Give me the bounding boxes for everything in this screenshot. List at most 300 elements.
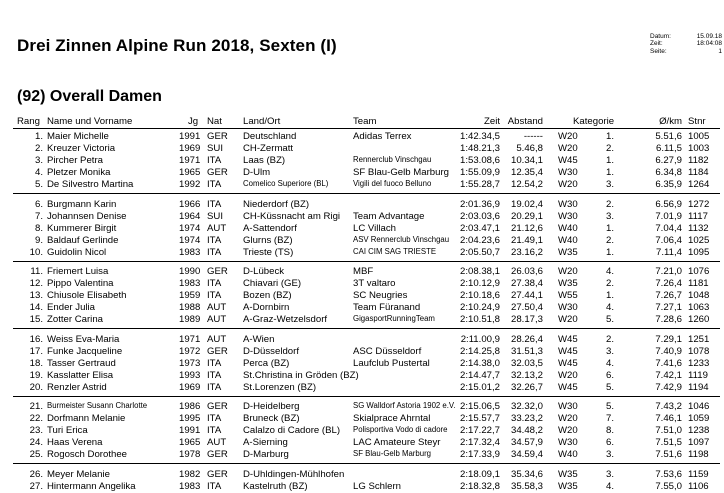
- cell-stnr: 1097: [688, 437, 710, 449]
- cell-abstand: 21.12,6: [510, 222, 543, 234]
- cell-team: MBF: [353, 266, 374, 278]
- cell-kategorie: W20: [558, 413, 578, 425]
- cell-nat: ITA: [207, 290, 222, 302]
- cell-kategorie-rang: 3.: [605, 469, 614, 480]
- cell-pace: 6.56,9: [655, 198, 682, 210]
- cell-pace: 5.51,6: [655, 131, 682, 142]
- cell-name: Pircher Petra: [47, 155, 103, 166]
- cell-pace: 7.55,0: [655, 481, 682, 492]
- meta-value: 18:04:08: [696, 40, 722, 48]
- cell-stnr: 1233: [688, 357, 710, 369]
- cell-abstand: 31.51,3: [510, 345, 543, 357]
- cell-zeit: 2:01.36,9: [459, 198, 500, 210]
- cell-jg: 1983: [179, 278, 201, 290]
- cell-stnr: 1272: [688, 198, 710, 210]
- cell-team: Team Füranand: [353, 302, 421, 314]
- cell-kategorie-rang: 2.: [605, 143, 614, 154]
- group-divider: [13, 463, 720, 464]
- cell-stnr: 1095: [688, 246, 710, 258]
- cell-nat: SUI: [207, 143, 223, 154]
- cell-stnr: 1059: [688, 413, 710, 425]
- cell-team: LG Schlern: [353, 481, 401, 492]
- cell-land: D-Lübeck: [243, 266, 285, 278]
- cell-pace: 7.06,4: [655, 234, 682, 246]
- cell-rang: 27.: [29, 481, 43, 492]
- cell-land: CH-Zermatt: [243, 143, 294, 154]
- cell-pace: 6.27,9: [655, 155, 682, 166]
- col-stnr: Stnr: [688, 116, 706, 127]
- table-row: [0, 131, 724, 143]
- cell-kategorie: W20: [558, 314, 578, 326]
- cell-rang: 24.: [29, 437, 43, 449]
- col-pace: Ø/km: [659, 116, 682, 127]
- cell-stnr: 1260: [688, 314, 710, 326]
- cell-kategorie-rang: 1.: [605, 167, 614, 178]
- cell-kategorie: W35: [558, 278, 578, 290]
- cell-rang: 13.: [29, 290, 43, 302]
- table-row: [0, 334, 724, 346]
- cell-name: Dorfmann Melanie: [47, 413, 126, 425]
- cell-zeit: 2:14.25,8: [459, 345, 500, 357]
- cell-stnr: 1063: [688, 302, 710, 314]
- cell-zeit: 1:53.08,6: [459, 155, 500, 166]
- cell-nat: GER: [207, 131, 228, 142]
- cell-abstand: ------: [523, 131, 543, 142]
- cell-nat: ITA: [207, 413, 222, 425]
- cell-abstand: 34.48,2: [510, 425, 543, 437]
- cell-team: Laufclub Pustertal: [353, 357, 430, 369]
- cell-jg: 1969: [179, 381, 201, 393]
- cell-rang: 14.: [29, 302, 43, 314]
- cell-abstand: 23.16,2: [510, 246, 543, 258]
- cell-kategorie: W35: [558, 481, 578, 492]
- cell-land: CH-Küssnacht am Rigi: [243, 210, 341, 222]
- cell-kategorie-rang: 6.: [605, 369, 614, 381]
- cell-zeit: 2:18.32,8: [459, 481, 500, 492]
- cell-abstand: 10.34,1: [510, 155, 543, 166]
- cell-kategorie-rang: 1.: [605, 290, 614, 302]
- cell-kategorie: W45: [558, 155, 578, 166]
- cell-zeit: 2:17.22,7: [459, 425, 500, 437]
- col-jg: Jg: [188, 116, 199, 127]
- cell-jg: 1965: [179, 437, 201, 449]
- cell-name: Pletzer Monika: [47, 167, 111, 178]
- cell-zeit: 1:48.21,3: [459, 143, 500, 154]
- cell-zeit: 2:03.03,6: [459, 210, 500, 222]
- cell-abstand: 12.35,4: [510, 167, 543, 178]
- cell-zeit: 2:03.47,1: [459, 222, 500, 234]
- cell-pace: 7.42,1: [655, 369, 682, 381]
- cell-kategorie-rang: 2.: [605, 198, 614, 210]
- cell-rang: 23.: [29, 425, 43, 437]
- cell-kategorie-rang: 2.: [605, 234, 614, 246]
- cell-stnr: 1132: [688, 222, 709, 234]
- table-row: [0, 235, 724, 247]
- cell-stnr: 1025: [688, 234, 710, 246]
- cell-name: Hintermann Angelika: [47, 481, 136, 492]
- table-row: [0, 266, 724, 278]
- col-nat: Nat: [207, 116, 222, 127]
- cell-nat: AUT: [207, 302, 227, 314]
- cell-stnr: 1119: [688, 369, 708, 381]
- cell-stnr: 1194: [688, 381, 709, 393]
- cell-land: St.Lorenzen (BZ): [243, 381, 317, 393]
- cell-rang: 18.: [29, 357, 43, 369]
- cell-land: Glurns (BZ): [243, 234, 293, 246]
- cell-land: Trieste (TS): [243, 246, 294, 258]
- cell-land: Chiavari (GE): [243, 278, 302, 290]
- cell-kategorie: W20: [558, 143, 578, 154]
- cell-team: SF Blau-Gelb Marburg: [353, 167, 449, 178]
- cell-stnr: 1264: [688, 179, 710, 190]
- cell-kategorie: W35: [558, 246, 578, 258]
- cell-nat: AUT: [207, 437, 227, 449]
- cell-zeit: 2:14.38,0: [459, 357, 500, 369]
- cell-pace: 6.11,5: [656, 143, 682, 154]
- cell-team: SC Neugries: [353, 290, 408, 302]
- cell-name: Ender Julia: [47, 302, 95, 314]
- cell-team: Vigili del fuoco Belluno: [353, 179, 432, 188]
- cell-land: A-Dornbirn: [243, 302, 290, 314]
- col-name: Name und Vorname: [47, 116, 133, 127]
- cell-stnr: 1181: [688, 278, 709, 290]
- cell-nat: ITA: [207, 425, 222, 437]
- cell-team: Skialprace Ahrntal: [353, 413, 431, 425]
- cell-kategorie-rang: 6.: [605, 437, 614, 449]
- cell-pace: 7.21,0: [655, 266, 682, 278]
- cell-jg: 1991: [179, 131, 201, 142]
- cell-rang: 21.: [29, 401, 43, 413]
- cell-kategorie: W45: [558, 345, 578, 357]
- cell-pace: 7.53,6: [655, 469, 682, 480]
- cell-name: Kreuzer Victoria: [47, 143, 116, 154]
- cell-land: Niederdorf (BZ): [243, 198, 310, 210]
- cell-nat: GER: [207, 469, 228, 480]
- column-headers: [0, 116, 724, 128]
- table-row: [0, 437, 724, 449]
- table-row: [0, 358, 724, 370]
- cell-stnr: 1106: [688, 481, 709, 492]
- cell-rang: 16.: [29, 333, 43, 345]
- cell-rang: 4.: [34, 167, 43, 178]
- cell-rang: 7.: [34, 210, 43, 222]
- cell-nat: ITA: [207, 155, 222, 166]
- table-row: [0, 155, 724, 167]
- meta-block: [650, 33, 722, 55]
- cell-name: Haas Verena: [47, 437, 103, 449]
- cell-pace: 7.42,9: [655, 381, 682, 393]
- cell-kategorie: W30: [558, 198, 578, 210]
- cell-name: Pippo Valentina: [47, 278, 114, 290]
- cell-kategorie: W20: [558, 266, 578, 278]
- cell-abstand: 26.03,6: [510, 266, 543, 278]
- col-land: Land/Ort: [243, 116, 281, 127]
- cell-land: Calalzo di Cadore (BL): [243, 425, 341, 437]
- cell-pace: 7.01,9: [655, 210, 682, 222]
- cell-kategorie-rang: 1.: [605, 222, 614, 234]
- cell-nat: SUI: [207, 210, 223, 222]
- cell-name: Funke Jacqueline: [47, 345, 123, 357]
- cell-land: Bozen (BZ): [243, 290, 292, 302]
- cell-kategorie: W45: [558, 357, 578, 369]
- cell-zeit: 2:18.09,1: [459, 469, 500, 480]
- cell-name: Tasser Gertraud: [47, 357, 116, 369]
- cell-stnr: 1182: [688, 155, 709, 166]
- cell-kategorie: W40: [558, 449, 578, 461]
- cell-abstand: 21.49,1: [510, 234, 543, 246]
- cell-name: Guidolin Nicol: [47, 246, 107, 258]
- cell-team: LAC Amateure Steyr: [353, 437, 441, 449]
- cell-rang: 3.: [34, 155, 43, 166]
- cell-abstand: 35.34,6: [510, 469, 543, 480]
- cell-pace: 7.26,4: [655, 278, 682, 290]
- cell-kategorie: W40: [558, 234, 578, 246]
- cell-abstand: 34.59,4: [510, 449, 543, 461]
- cell-land: D-Ulm: [243, 167, 271, 178]
- cell-jg: 1974: [179, 234, 201, 246]
- cell-zeit: 2:17.33,9: [459, 449, 500, 461]
- col-team: Team: [353, 116, 377, 127]
- cell-jg: 1972: [179, 345, 201, 357]
- cell-team: SG Walldorf Astoria 1902 e.V.: [353, 401, 456, 411]
- event-title: Drei Zinnen Alpine Run 2018, Sexten (I): [17, 36, 337, 55]
- cell-team: Rennerclub Vinschgau: [353, 155, 432, 164]
- cell-rang: 5.: [34, 179, 43, 190]
- cell-nat: ITA: [207, 278, 222, 290]
- cell-rang: 17.: [29, 345, 43, 357]
- cell-pace: 7.43,2: [655, 401, 682, 413]
- cell-land: D-Düsseldorf: [243, 345, 299, 357]
- cell-zeit: 2:04.23,6: [459, 234, 500, 246]
- cell-stnr: 1076: [688, 266, 710, 278]
- cell-zeit: 2:15.01,2: [459, 381, 500, 393]
- cell-jg: 1992: [179, 179, 201, 190]
- cell-team: ASC Düsseldorf: [353, 345, 422, 357]
- cell-rang: 26.: [29, 469, 43, 480]
- table-row: [0, 223, 724, 235]
- cell-name: Zotter Carina: [47, 314, 103, 326]
- table-row: [0, 413, 724, 425]
- cell-kategorie-rang: 2.: [605, 278, 614, 290]
- cell-kategorie-rang: 4.: [605, 481, 614, 492]
- table-row: [0, 370, 724, 382]
- cell-name: Turi Erica: [47, 425, 88, 437]
- cell-name: Kummerer Birgit: [47, 222, 117, 234]
- cell-nat: ITA: [207, 381, 222, 393]
- meta-value: 1: [718, 47, 722, 55]
- cell-kategorie: W30: [558, 167, 578, 178]
- cell-nat: ITA: [207, 198, 222, 210]
- cell-abstand: 19.02,4: [510, 198, 543, 210]
- cell-stnr: 1003: [688, 143, 710, 154]
- table-row: [0, 346, 724, 358]
- cell-zeit: 2:05.50,7: [459, 246, 500, 258]
- cell-jg: 1971: [179, 333, 201, 345]
- cell-kategorie: W30: [558, 302, 578, 314]
- cell-rang: 6.: [34, 198, 43, 210]
- table-row: [0, 143, 724, 155]
- cell-kategorie: W45: [558, 381, 578, 393]
- cell-jg: 1965: [179, 167, 201, 178]
- cell-zeit: 1:55.28,7: [459, 179, 500, 190]
- cell-pace: 6.34,8: [655, 167, 682, 178]
- cell-abstand: 27.50,4: [510, 302, 543, 314]
- cell-abstand: 32.26,7: [510, 381, 543, 393]
- cell-rang: 19.: [29, 369, 43, 381]
- cell-stnr: 1078: [688, 345, 710, 357]
- cell-kategorie-rang: 5.: [605, 381, 614, 393]
- cell-land: Deutschland: [243, 131, 297, 142]
- cell-name: Meyer Melanie: [47, 469, 110, 480]
- group-divider: [13, 328, 720, 329]
- cell-zeit: 1:55.09,9: [459, 167, 500, 178]
- cell-jg: 1982: [179, 469, 201, 480]
- meta-page: [650, 48, 722, 55]
- cell-rang: 22.: [29, 413, 43, 425]
- cell-stnr: 1159: [688, 469, 709, 480]
- cell-name: Weiss Eva-Maria: [47, 333, 120, 345]
- cell-land: A-Graz-Wetzelsdorf: [243, 314, 328, 326]
- cell-pace: 7.41,6: [655, 357, 682, 369]
- cell-stnr: 1184: [688, 167, 709, 178]
- cell-stnr: 1117: [688, 210, 708, 222]
- cell-rang: 10.: [29, 246, 43, 258]
- cell-nat: ITA: [207, 357, 222, 369]
- table-row: [0, 290, 724, 302]
- cell-pace: 7.28,6: [655, 314, 682, 326]
- cell-abstand: 28.26,4: [510, 333, 543, 345]
- cell-name: Renzler Astrid: [47, 381, 107, 393]
- cell-team: LC Villach: [353, 222, 397, 234]
- cell-kategorie-rang: 8.: [605, 425, 614, 437]
- meta-label: Datum:: [650, 33, 671, 40]
- cell-kategorie: W20: [558, 131, 578, 142]
- cell-zeit: 1:42.34,5: [459, 131, 500, 142]
- cell-pace: 7.51,5: [655, 437, 682, 449]
- meta-value: 15.09.18: [696, 33, 722, 40]
- cell-abstand: 5.46,8: [516, 143, 543, 154]
- cell-nat: ITA: [207, 246, 222, 258]
- cell-rang: 12.: [29, 278, 43, 290]
- meta-date: [650, 33, 722, 40]
- cell-nat: AUT: [207, 222, 227, 234]
- cell-team: ASV Rennerclub Vinschgau: [353, 234, 450, 244]
- cell-name: Friemert Luisa: [47, 266, 109, 278]
- cell-kategorie: W55: [558, 290, 578, 302]
- cell-name: Rogosch Dorothee: [47, 449, 127, 461]
- cell-rang: 11.: [30, 266, 43, 278]
- cell-zeit: 2:17.32,4: [459, 437, 500, 449]
- table-row: [0, 469, 724, 481]
- cell-abstand: 35.58,3: [510, 481, 543, 492]
- header-rule: [13, 128, 720, 129]
- cell-kategorie-rang: 1.: [605, 155, 614, 166]
- table-row: [0, 382, 724, 394]
- cell-jg: 1969: [179, 143, 201, 154]
- meta-label: Seite:: [650, 47, 667, 55]
- group-divider: [13, 396, 720, 397]
- section-title: (92) Overall Damen: [17, 88, 162, 105]
- cell-nat: GER: [207, 345, 228, 357]
- cell-land: A-Sattendorf: [243, 222, 297, 234]
- cell-nat: AUT: [207, 314, 227, 326]
- cell-pace: 7.26,7: [655, 290, 682, 302]
- table-row: [0, 247, 724, 259]
- cell-team: GigasportRunningTeam: [353, 314, 435, 324]
- cell-kategorie: W30: [558, 210, 578, 222]
- col-zeit: Zeit: [484, 116, 500, 127]
- table-row: [0, 449, 724, 461]
- cell-kategorie-rang: 1.: [605, 131, 614, 142]
- cell-zeit: 2:11.00,9: [460, 333, 500, 345]
- cell-jg: 1988: [179, 302, 201, 314]
- cell-team: SF Blau-Gelb Marburg: [353, 449, 431, 459]
- cell-nat: GER: [207, 167, 228, 178]
- cell-land: A-Sierning: [243, 437, 288, 449]
- cell-nat: AUT: [207, 333, 227, 345]
- cell-nat: ITA: [207, 234, 222, 246]
- cell-jg: 1993: [179, 369, 201, 381]
- cell-zeit: 2:15.06,5: [459, 401, 500, 413]
- cell-jg: 1959: [179, 290, 201, 302]
- cell-kategorie: W30: [558, 437, 578, 449]
- cell-zeit: 2:10.18,6: [459, 290, 500, 302]
- cell-pace: 6.35,9: [655, 179, 682, 190]
- meta-label: Zeit:: [650, 40, 663, 48]
- cell-kategorie: W20: [558, 425, 578, 437]
- cell-pace: 7.40,9: [655, 345, 682, 357]
- table-row: [0, 278, 724, 290]
- table-row: [0, 199, 724, 211]
- cell-abstand: 27.38,4: [510, 278, 543, 290]
- cell-stnr: 1251: [688, 333, 710, 345]
- cell-rang: 15.: [29, 314, 43, 326]
- cell-land: D-Marburg: [243, 449, 289, 461]
- cell-land: St.Christina in Gröden (BZ): [243, 369, 359, 381]
- group-divider: [13, 193, 720, 194]
- table-row: [0, 425, 724, 437]
- cell-rang: 20.: [29, 381, 43, 393]
- table-row: [0, 314, 724, 326]
- cell-kategorie-rang: 3.: [605, 345, 614, 357]
- cell-kategorie-rang: 3.: [605, 210, 614, 222]
- cell-nat: ITA: [207, 481, 222, 492]
- cell-abstand: 32.03,5: [510, 357, 543, 369]
- meta-time: [650, 40, 722, 47]
- cell-stnr: 1238: [688, 425, 710, 437]
- cell-name: Baldauf Gerlinde: [47, 234, 119, 246]
- cell-rang: 1.: [34, 131, 43, 142]
- cell-team: Adidas Terrex: [353, 131, 412, 142]
- table-row: [0, 211, 724, 223]
- table-row: [0, 302, 724, 314]
- cell-nat: GER: [207, 266, 228, 278]
- cell-jg: 1990: [179, 266, 201, 278]
- cell-nat: ITA: [207, 179, 222, 190]
- cell-nat: ITA: [207, 369, 222, 381]
- col-kategorie: Kategorie: [573, 116, 615, 127]
- cell-jg: 1966: [179, 198, 201, 210]
- cell-kategorie: W20: [558, 369, 578, 381]
- cell-kategorie-rang: 4.: [605, 266, 614, 278]
- col-abstand: Abstand: [507, 116, 543, 127]
- group-divider: [13, 261, 720, 262]
- cell-stnr: 1046: [688, 401, 710, 413]
- cell-zeit: 2:10.24,9: [459, 302, 500, 314]
- cell-abstand: 34.57,9: [510, 437, 543, 449]
- cell-jg: 1964: [179, 210, 201, 222]
- cell-pace: 7.46,1: [655, 413, 682, 425]
